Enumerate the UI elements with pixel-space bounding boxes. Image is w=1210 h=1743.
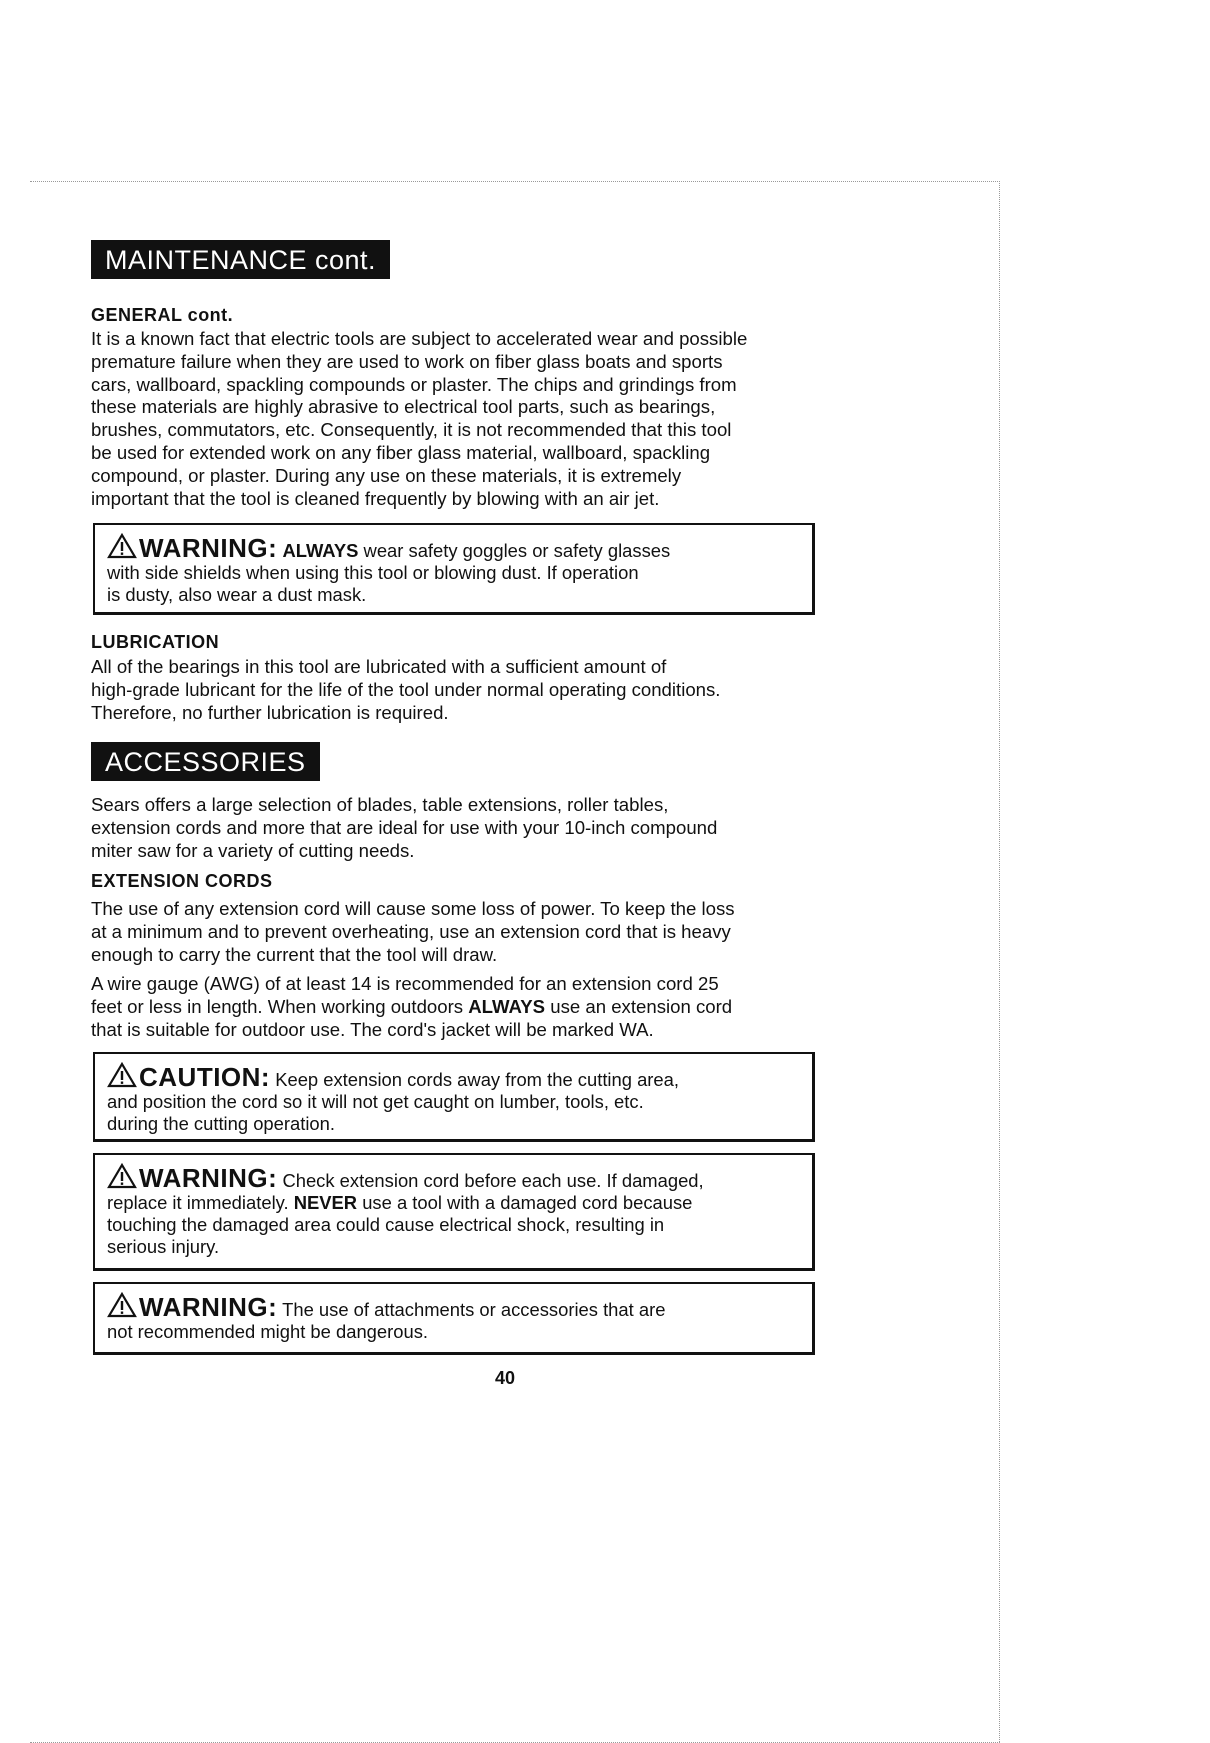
- extension-line: that is suitable for outdoor use. The cord's jacket will be marked WA.: [91, 1018, 654, 1040]
- extension-paragraph-1: [91, 898, 735, 966]
- trim-line-right: [999, 181, 1000, 1742]
- extension-line: A wire gauge (AWG) of at least 14 is recommended for an extension cord 25: [91, 973, 719, 994]
- extension-line: enough to carry the current that the tool will draw.: [91, 943, 498, 965]
- warning-emphasis: NEVER: [293, 1192, 358, 1213]
- extension-emphasis: ALWAYS: [468, 995, 546, 1017]
- general-paragraph: [91, 328, 747, 510]
- warning-line: not recommended might be dangerous.: [107, 1321, 429, 1342]
- accessories-line: miter saw for a variety of cutting needs.: [91, 839, 415, 861]
- caution-label: CAUTION:: [139, 1062, 271, 1092]
- accessories-paragraph: [91, 794, 717, 862]
- extension-text: feet or less in length. When working outdoors: [91, 995, 469, 1017]
- warning-line: with side shields when using this tool or blowing dust. If operation: [107, 562, 639, 583]
- warning-label: WARNING:: [139, 533, 278, 563]
- extension-cords-heading: EXTENSION CORDS: [91, 871, 273, 891]
- lubrication-line: high-grade lubricant for the life of the tool under normal operating conditions.: [91, 678, 721, 700]
- lubrication-line: All of the bearings in this tool are lubricated with a sufficient amount of: [91, 656, 667, 677]
- warning-triangle-icon: [107, 1163, 137, 1189]
- general-heading: GENERAL cont.: [91, 305, 234, 325]
- maintenance-banner: MAINTENANCE cont.: [91, 240, 390, 279]
- general-line: important that the tool is cleaned frequently by blowing with an air jet.: [91, 487, 660, 509]
- warning-triangle-icon: [107, 533, 137, 559]
- general-line: premature failure when they are used to work on fiber glass boats and sports: [91, 350, 723, 372]
- general-line: cars, wallboard, spackling compounds or plaster. The chips and grindings from: [91, 373, 737, 395]
- warning-box-safety-goggles: [93, 523, 815, 615]
- warning-line: [107, 1192, 800, 1214]
- warning-line: wear safety goggles or safety glasses: [358, 540, 671, 561]
- extension-text: use an extension cord: [545, 995, 733, 1017]
- warning-line: Check extension cord before each use. If damaged,: [277, 1170, 704, 1191]
- caution-box: [93, 1052, 815, 1142]
- accessories-banner: ACCESSORIES: [91, 742, 320, 781]
- warning-line: is dusty, also wear a dust mask.: [107, 584, 367, 605]
- general-line: compound, or plaster. During any use on these materials, it is extremely: [91, 464, 682, 486]
- trim-line-top: [30, 181, 1000, 182]
- accessories-line: Sears offers a large selection of blades, table extensions, roller tables,: [91, 794, 669, 815]
- warning-line: The use of attachments or accessories that are: [277, 1299, 666, 1320]
- extension-paragraph-2: [91, 973, 732, 1041]
- extension-line: [91, 996, 732, 1019]
- extension-line: at a minimum and to prevent overheating, use an extension cord that is heavy: [91, 920, 731, 942]
- warning-label: WARNING:: [139, 1163, 278, 1193]
- warning-lead: ALWAYS: [282, 540, 359, 561]
- warning-text: replace it immediately.: [107, 1192, 294, 1213]
- general-line: brushes, commutators, etc. Consequently, it is not recommended that this tool: [91, 419, 732, 441]
- caution-line: during the cutting operation.: [107, 1113, 335, 1134]
- page-number: 40: [494, 1368, 516, 1388]
- lubrication-paragraph: [91, 656, 720, 724]
- lubrication-heading: LUBRICATION: [91, 632, 220, 652]
- general-line: these materials are highly abrasive to electrical tool parts, such as bearings,: [91, 396, 716, 418]
- caution-triangle-icon: [107, 1062, 137, 1088]
- warning-triangle-icon: [107, 1292, 137, 1318]
- warning-line: serious injury.: [107, 1236, 220, 1257]
- caution-line: and position the cord so it will not get caught on lumber, tools, etc.: [107, 1091, 644, 1112]
- warning-line: touching the damaged area could cause electrical shock, resulting in: [107, 1214, 665, 1235]
- general-line: be used for extended work on any fiber glass material, wallboard, spackling: [91, 441, 711, 463]
- warning-box-extension-cord: [93, 1153, 815, 1271]
- warning-text: use a tool with a damaged cord because: [357, 1192, 693, 1213]
- caution-line: Keep extension cords away from the cutting area,: [270, 1069, 679, 1090]
- extension-line: The use of any extension cord will cause some loss of power. To keep the loss: [91, 898, 735, 919]
- accessories-line: extension cords and more that are ideal for use with your 10-inch compound: [91, 816, 718, 838]
- warning-label: WARNING:: [139, 1292, 278, 1322]
- general-line: It is a known fact that electric tools are subject to accelerated wear and possible: [91, 328, 748, 349]
- warning-box-attachments: [93, 1282, 815, 1355]
- lubrication-line: Therefore, no further lubrication is required.: [91, 701, 449, 723]
